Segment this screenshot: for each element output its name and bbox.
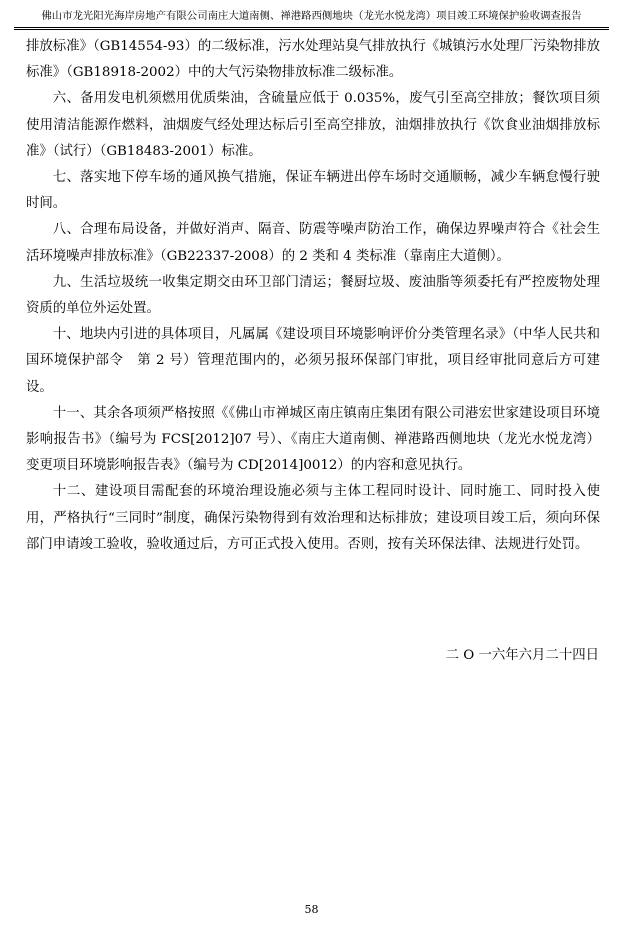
page-number: 58: [304, 903, 319, 916]
header-rule: [14, 27, 609, 30]
document-body: [26, 34, 600, 558]
page-header: 佛山市龙光阳光海岸房地产有限公司南庄大道南侧、禅港路西侧地块（龙光水悦龙湾）项目竣工环境保护验收调查报告: [41, 10, 582, 22]
document-date: 二 O 一六年六月二十四日: [445, 648, 599, 663]
paragraph-item-12: 十二、建设项目需配套的环境治理设施必须与主体工程同时设计、同时施工、同时投入使用，严格执行“三同时”制度，确保污染物得到有效治理和达标排放；建设项目竣工后，须向环保部门申请竣工验收，验收通过后，方可正式投入使用。否则，按有关环保法律、法规进行处罚。: [26, 484, 600, 552]
paragraph-item-8: 八、合理布局设备，并做好消声、隔音、防震等噪声防治工作，确保边界噪声符合《社会生活环境噪声排放标准》（GB22337-2008）的 2 类和 4 类标准（靠南庄大道侧）。: [26, 222, 600, 264]
paragraph-item-7: 七、落实地下停车场的通风换气措施，保证车辆进出停车场时交通顺畅，减少车辆怠慢行驶时间。: [26, 170, 600, 212]
paragraph-item-6: 六、备用发电机须燃用优质柴油，含硫量应低于 0.035%，废气引至高空排放；餐饮项目须使用清洁能源作燃料，油烟废气经处理达标后引至高空排放，油烟排放执行《饮食业油烟排放标准》（试行）（GB18483-2001）标准。: [26, 91, 600, 159]
paragraph-continuation: 排放标准》（GB14554-93）的二级标准，污水处理站臭气排放执行《城镇污水处理厂污染物排放标准》（GB18918-2002）中的大气污染物排放标准二级标准。: [26, 39, 600, 81]
paragraph-item-9: 九、生活垃圾统一收集定期交由环卫部门清运；餐厨垃圾、废油脂等须委托有严控废物处理资质的单位外运处置。: [26, 274, 600, 317]
paragraph-item-10: 十、地块内引进的具体项目，凡属属《建设项目环境影响评价分类管理名录》（中华人民共和国环境保护部令 第 2 号）管理范围内的，必须另报环保部门审批，项目经审批同意后方可建设。: [26, 327, 600, 395]
paragraph-item-11: 十一、其余各项须严格按照《《佛山市禅城区南庄镇南庄集团有限公司港宏世家建设项目环境影响报告书》（编号为 FCS[2012]07 号）、《南庄大道南侧、禅港路西侧地块（龙光水悦龙湾）变更项目环境影响报告表》（编号为 CD[2014]0012）的内容和意见执行。: [26, 405, 600, 474]
